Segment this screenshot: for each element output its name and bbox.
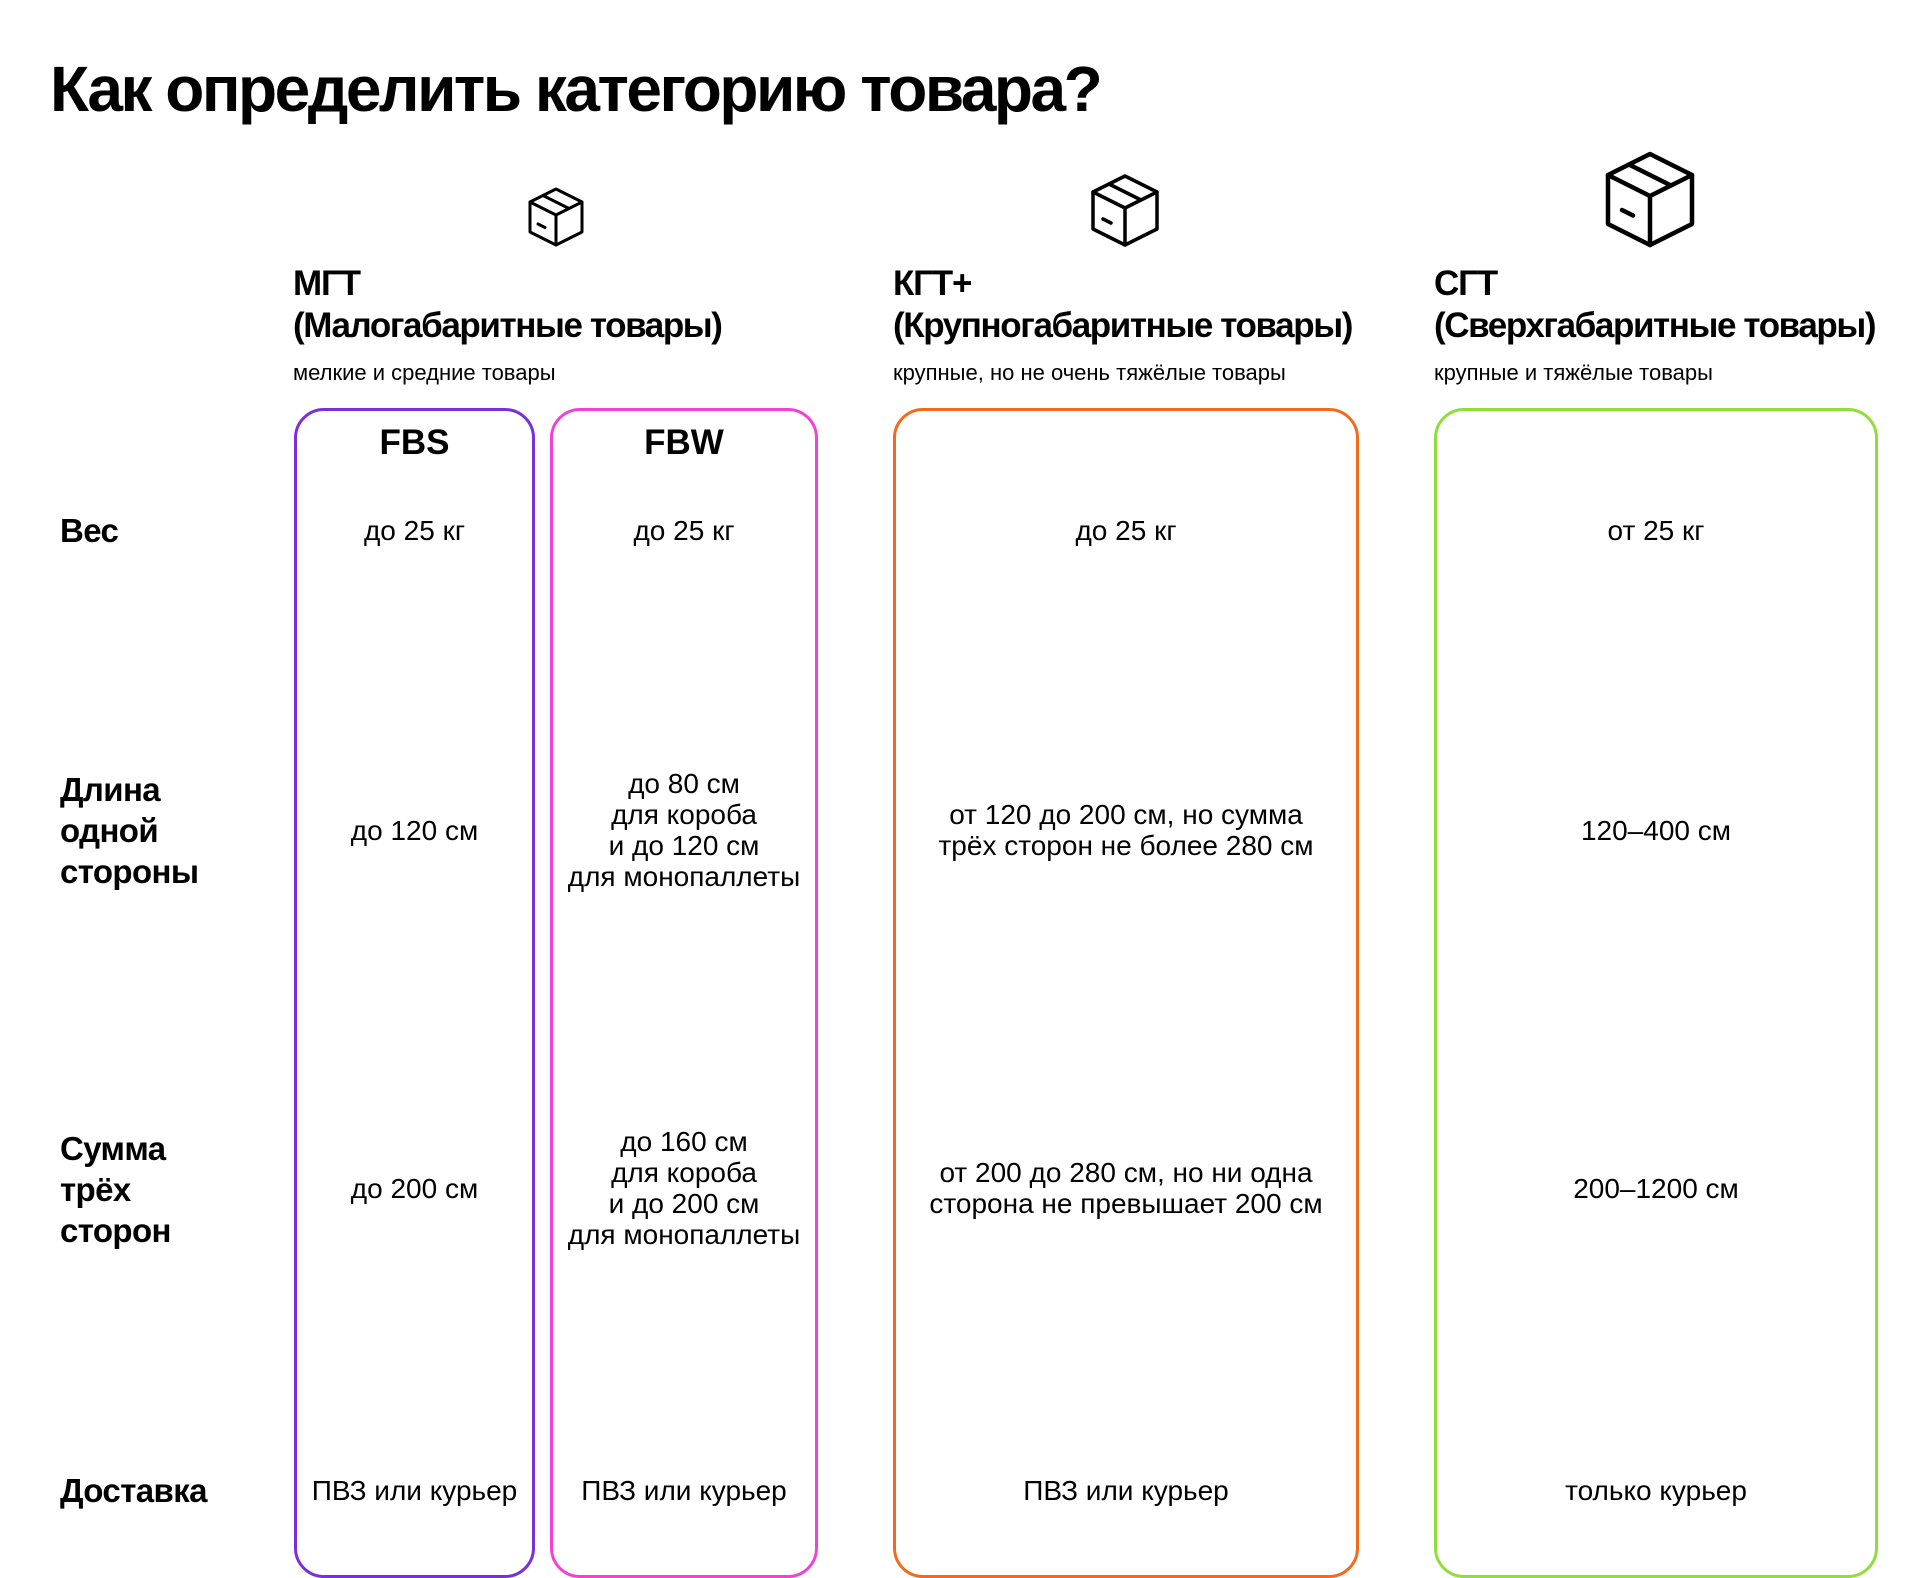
cell-delivery-sgt [1434,1425,1878,1555]
category-full-name: (Малогабаритные товары) [293,306,722,345]
cell-text: только курьер [1565,1474,1747,1506]
cell-sum-fbw [550,1123,818,1253]
row-label-line: стороны [60,853,199,890]
cell-length-sgt [1434,765,1878,895]
cell-length-fbs [294,765,535,895]
column-label-fbw: FBW [644,423,724,462]
cell-text: и до 200 см [608,1188,760,1219]
cell-text: для монопаллеты [567,861,801,892]
cell-length-kgt [893,765,1359,895]
category-description: крупные, но не очень тяжёлые товары [893,360,1286,385]
column-label-fbs: FBS [379,423,450,462]
row-label-delivery [60,1470,207,1511]
row-label-sum-sides [60,1128,171,1251]
row-label-weight [60,510,118,551]
category-description: крупные и тяжёлые товары [1434,360,1713,385]
cell-text: от 200 до 280 см, но ни одна [939,1157,1313,1188]
row-label-line: Вес [60,512,119,549]
row-label-line: сторон [60,1212,171,1249]
box-icon [1602,149,1698,251]
cell-text: ПВЗ или курьер [581,1474,787,1506]
cell-text: и до 120 см [608,830,760,861]
category-heading-sgt [1434,263,1875,387]
cell-text: ПВЗ или курьер [311,1474,518,1506]
cell-text: трёх сторон не более 280 см [938,830,1314,861]
cell-text: до 25 кг [1075,514,1177,546]
box-icon [525,185,587,249]
row-label-line: Сумма [60,1130,166,1167]
cell-text: от 120 до 200 см, но сумма [949,799,1303,830]
cell-text: до 25 кг [633,514,735,546]
cell-text: 200–1200 см [1573,1172,1739,1204]
page-title: Как определить категорию товара? [50,53,1101,125]
row-label-line: одной [60,812,159,849]
box-icon [1088,172,1162,250]
category-name: КГТ+ [893,264,972,303]
cell-text: до 25 кг [363,514,466,546]
row-label-line: Доставка [60,1472,207,1509]
cell-text: сторона не превышает 200 см [929,1188,1323,1219]
cell-text: ПВЗ или курьер [1023,1474,1229,1506]
cell-text: до 80 см [628,768,740,799]
category-heading-mgt [293,263,722,387]
cell-sum-sgt [1434,1123,1878,1253]
cell-text: для короба [611,1157,757,1188]
cell-text: для монопаллеты [567,1219,801,1250]
cell-length-fbw [550,765,818,895]
cell-text: до 160 см [620,1126,748,1157]
cell-weight-sgt [1434,465,1878,595]
cell-text: до 200 см [350,1172,479,1204]
category-name: МГТ [293,264,360,303]
category-description: мелкие и средние товары [293,360,556,385]
cell-delivery-fbs [294,1425,535,1555]
cell-text: для короба [611,799,757,830]
category-heading-kgt [893,263,1352,387]
cell-weight-kgt [893,465,1359,595]
cell-delivery-fbw [550,1425,818,1555]
row-label-side-length [60,769,198,892]
cell-sum-fbs [294,1123,535,1253]
cell-text: 120–400 см [1580,814,1732,846]
category-full-name: (Крупногабаритные товары) [893,306,1352,345]
cell-weight-fbw [550,465,818,595]
cell-text: до 120 см [350,814,479,846]
cell-weight-fbs [294,465,535,595]
cell-delivery-kgt [893,1425,1359,1555]
cell-text: от 25 кг [1607,514,1705,546]
row-label-line: Длина [60,771,161,808]
row-label-line: трёх [60,1171,131,1208]
category-name: СГТ [1434,264,1497,303]
cell-sum-kgt [893,1123,1359,1253]
category-full-name: (Сверхгабаритные товары) [1434,306,1876,345]
